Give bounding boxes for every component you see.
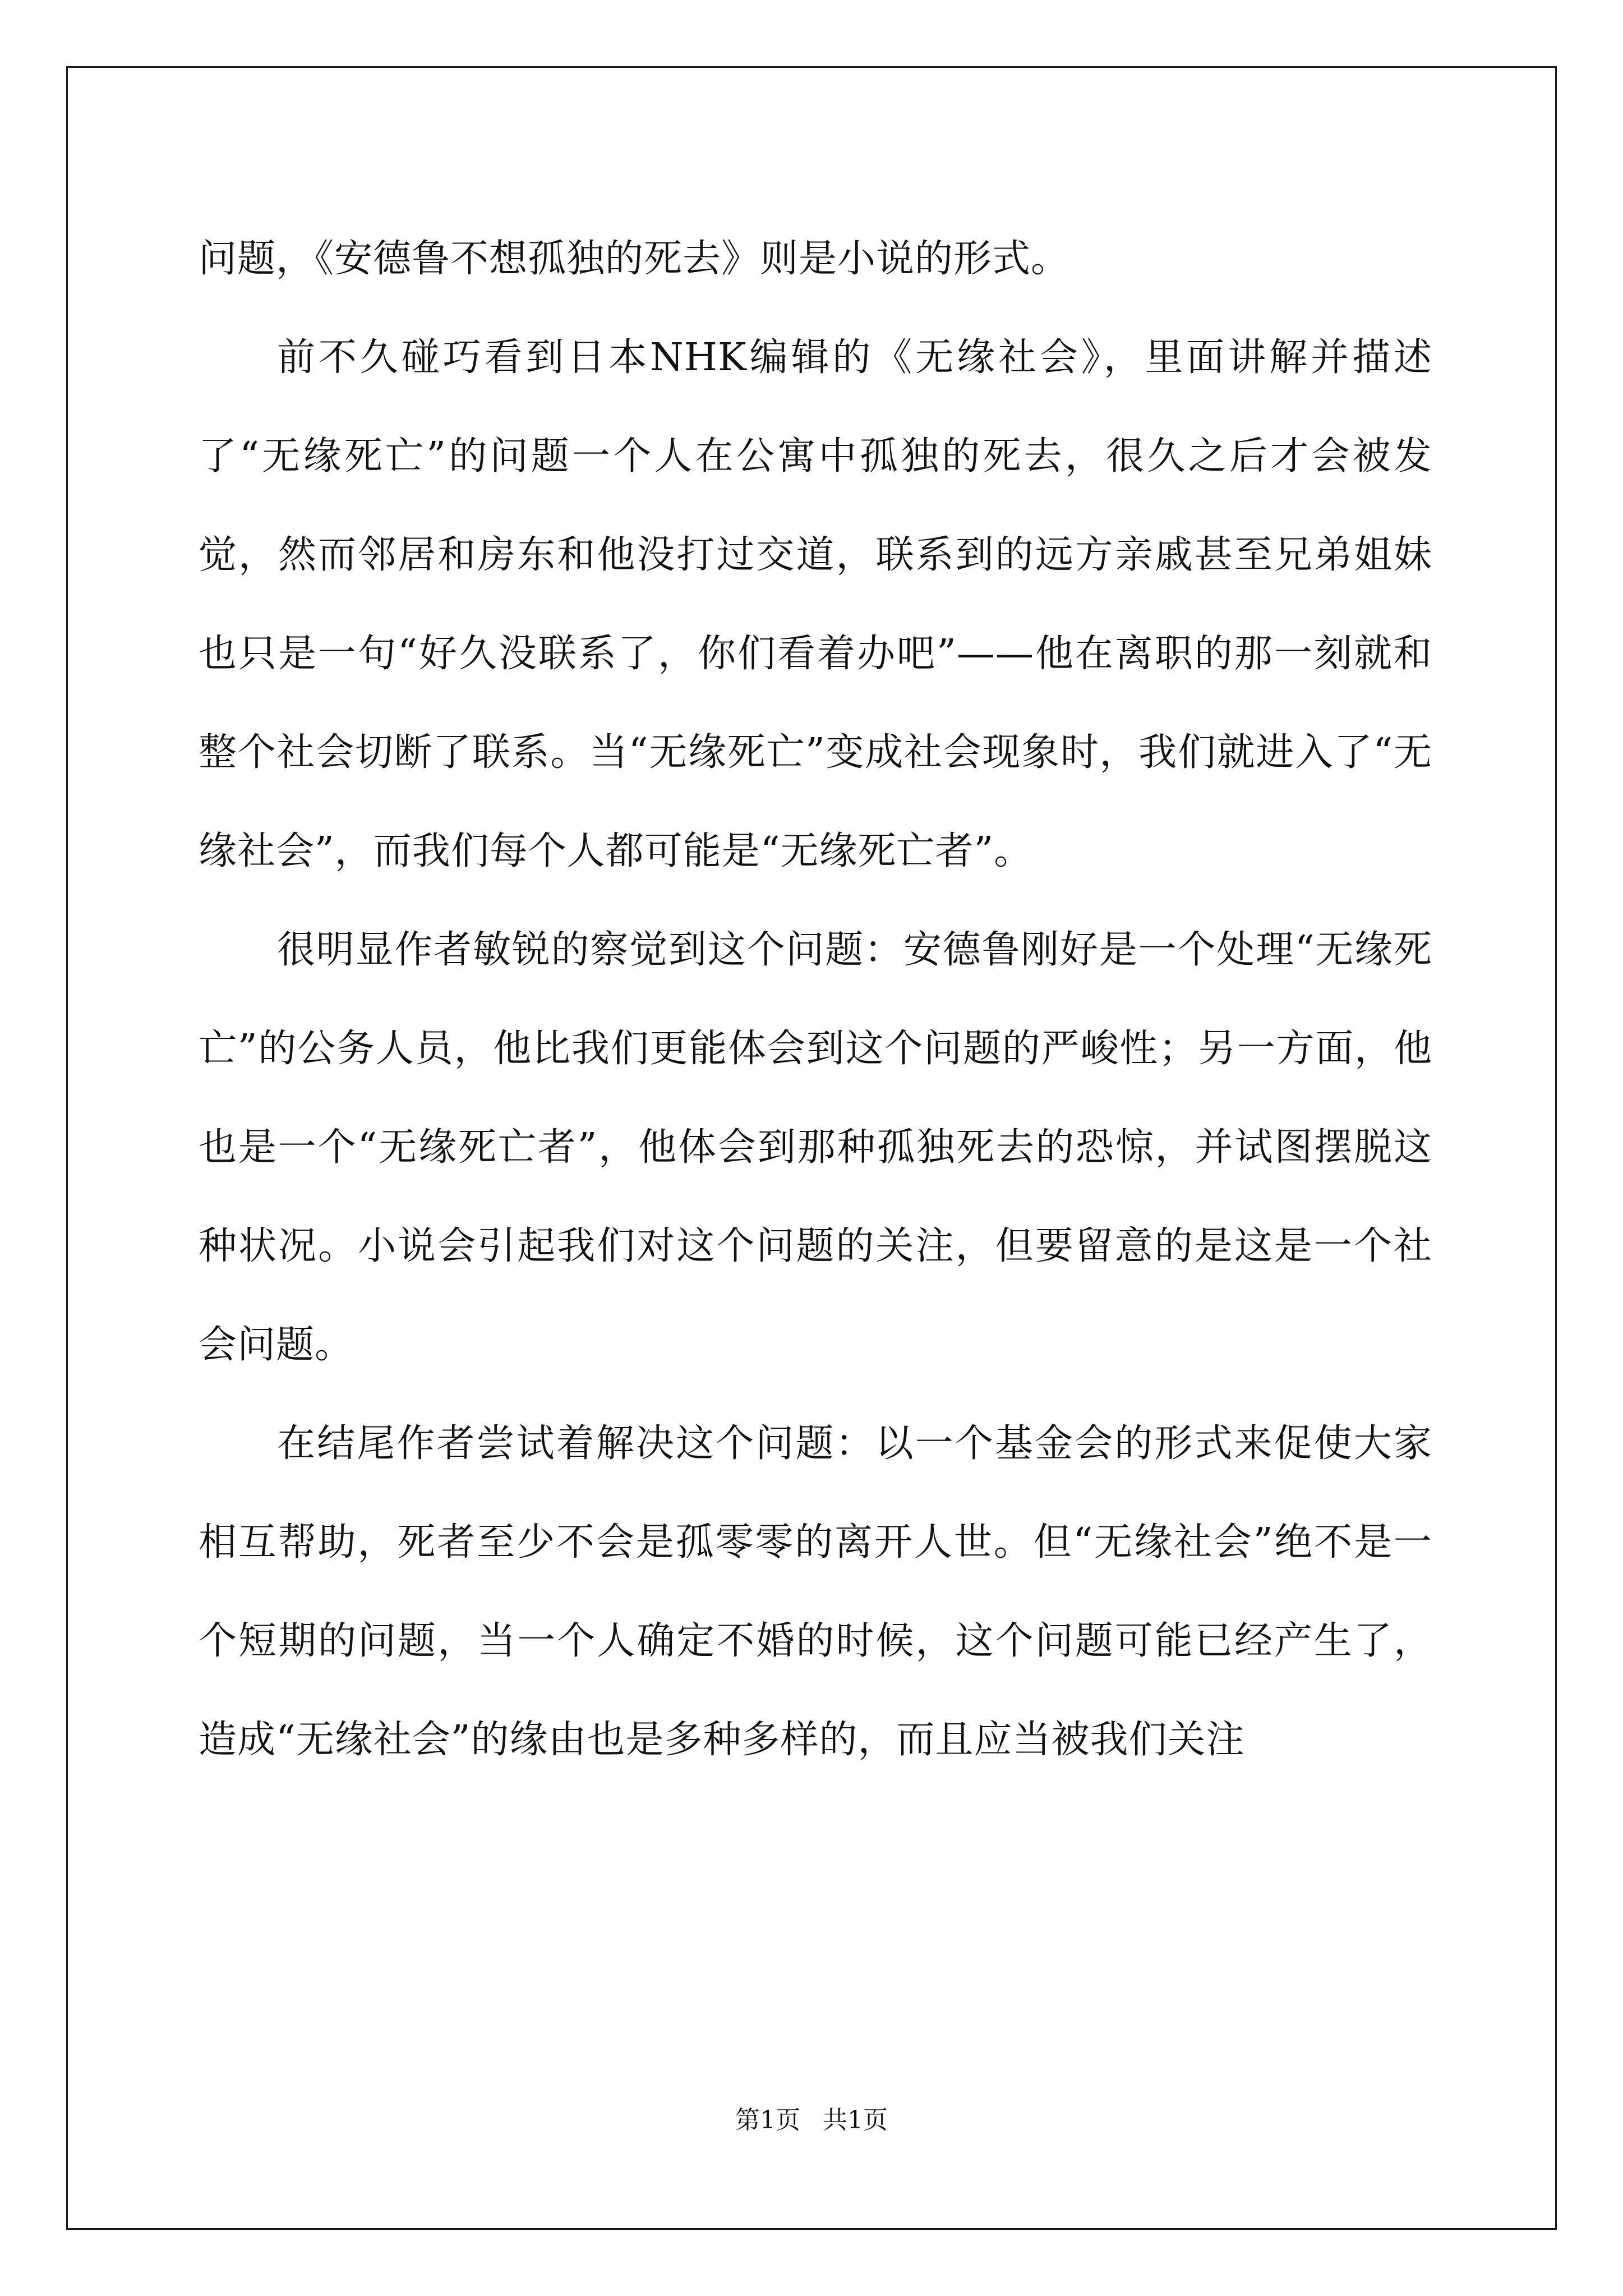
- page-number: 第1页: [735, 2106, 800, 2134]
- document-body: [199, 210, 1432, 1789]
- paragraph-4: 在结尾作者尝试着解决这个问题：以一个基金会的形式来促使大家相互帮助，死者至少不会是孤零零的离开人世。但“无缘社会”绝不是一个短期的问题，当一个人确定不婚的时候，这个问题可能已经产生了，造成“无缘社会”的缘由也是多种多样的，而且应当被我们关注: [199, 1421, 1432, 1762]
- paragraph-2: 前不久碰巧看到日本NHK编辑的《无缘社会》，里面讲解并描述了“无缘死亡”的问题一个人在公寓中孤独的死去，很久之后才会被发觉，然而邻居和房东和他没打过交道，联系到的远方亲戚甚至兄弟姐妹也只是一句“好久没联系了，你们看着办吧”——他在离职的那一刻就和整个社会切断了联系。当“无缘死亡”变成社会现象时，我们就进入了“无缘社会”，而我们每个人都可能是“无缘死亡者”。: [199, 335, 1432, 873]
- page-total: 共1页: [823, 2106, 888, 2134]
- paragraph-1: 问题，《安德鲁不想孤独的死去》则是小说的形式。: [199, 237, 1070, 281]
- paragraph-3: 很明显作者敏锐的察觉到这个问题：安德鲁刚好是一个处理“无缘死亡”的公务人员，他比我们更能体会到这个问题的严峻性；另一方面，他也是一个“无缘死亡者”，他体会到那种孤独死去的恐惊，并试图摆脱这种状况。小说会引起我们对这个问题的关注，但要留意的是这是一个社会问题。: [199, 928, 1432, 1367]
- page-footer: [0, 2104, 1623, 2137]
